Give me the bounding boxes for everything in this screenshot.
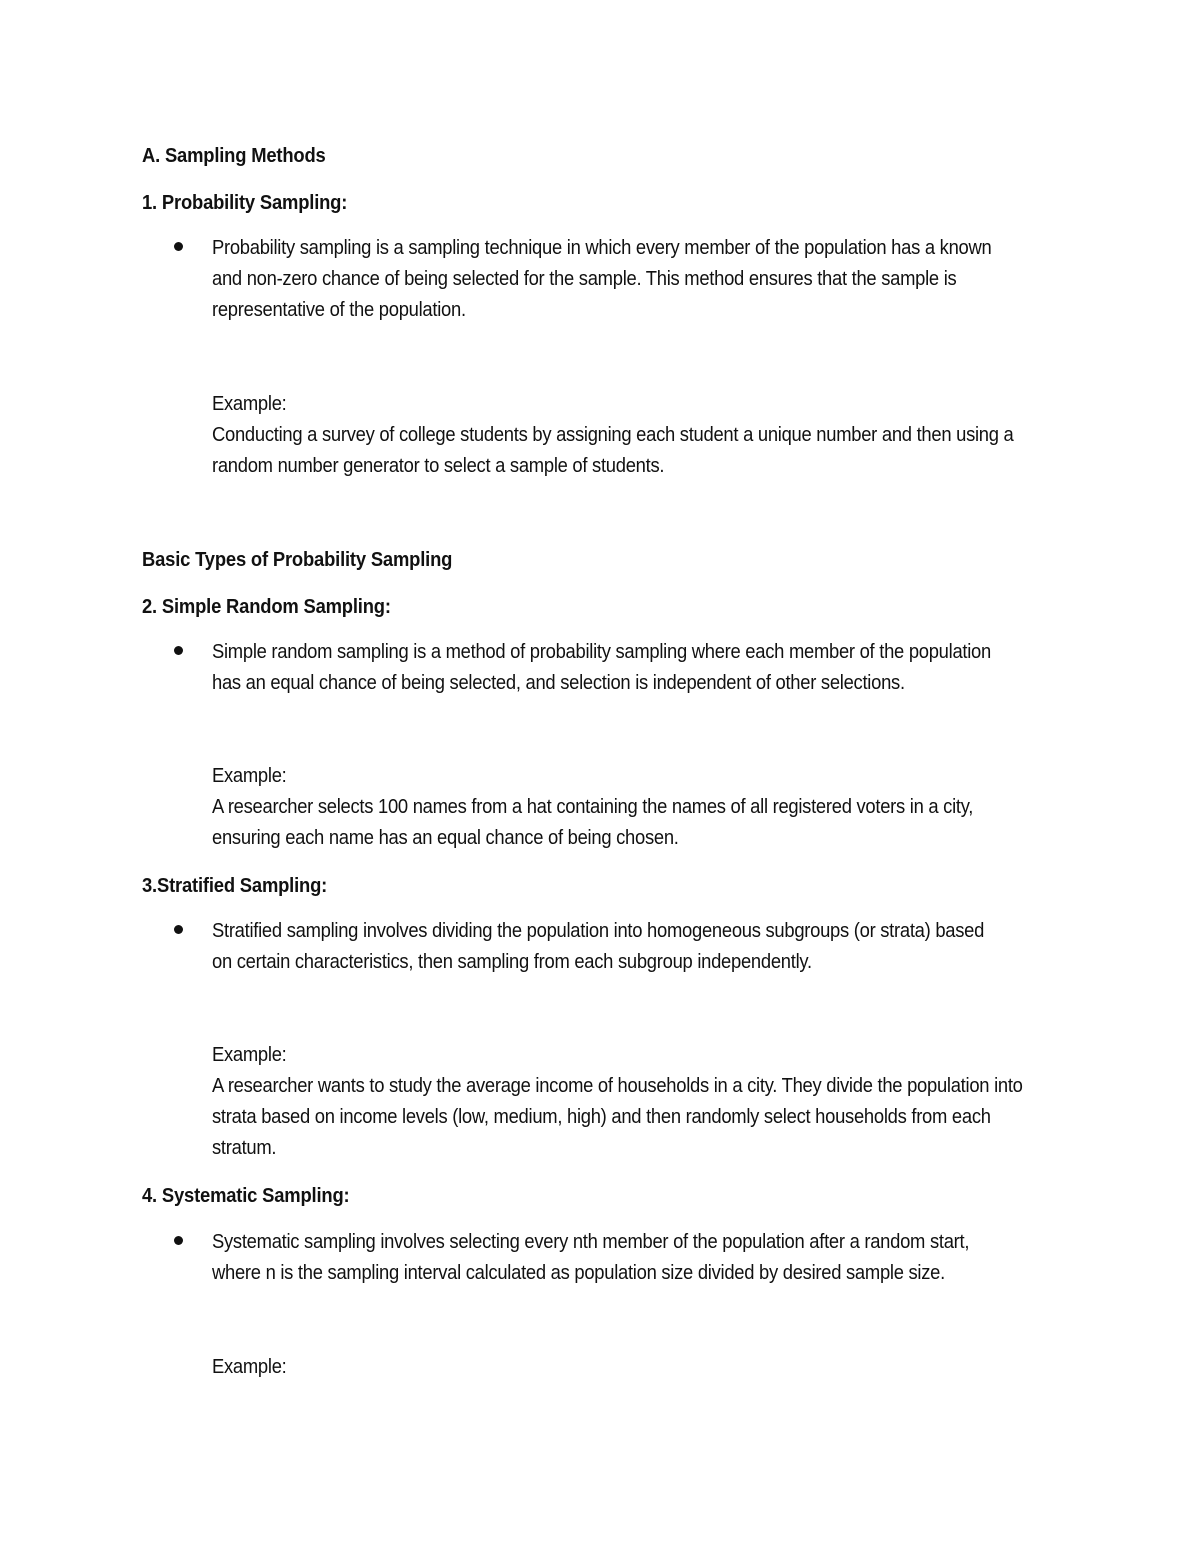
- systematic-sampling-example: [212, 1352, 1040, 1383]
- probability-sampling-heading: 1. Probability Sampling:: [142, 192, 348, 214]
- example-text: Conducting a survey of college students by assigning each student a unique number and then using a random number generator to select a sample of students.: [212, 424, 1014, 477]
- basic-types-heading: Basic Types of Probability Sampling: [142, 549, 453, 571]
- example-label: Example:: [212, 1044, 287, 1066]
- example-label: Example:: [212, 393, 287, 415]
- stratified-sampling-heading: 3.Stratified Sampling:: [142, 875, 328, 897]
- simple-random-sampling-heading: 2. Simple Random Sampling:: [142, 596, 391, 618]
- simple-random-sampling-definition: Simple random sampling is a method of probability sampling where each member of the population has an equal chance of being selected, and selection is independent of other selections.: [212, 641, 991, 694]
- stratified-sampling-definition: Stratified sampling involves dividing the population into homogeneous subgroups (or strata) based on certain characteristics, then sampling from each subgroup independently.: [212, 920, 985, 973]
- example-label: Example:: [212, 1356, 287, 1378]
- example-text: A researcher wants to study the average income of households in a city. They divide the population into strata based on income levels (low, medium, high) and then randomly select households from each stratum.: [212, 1075, 1023, 1159]
- section-a-title: A. Sampling Methods: [142, 145, 326, 167]
- simple-random-sampling-example: [212, 761, 1040, 854]
- example-label: Example:: [212, 765, 287, 787]
- bullet-dot-icon: [174, 925, 183, 934]
- systematic-sampling-heading: 4. Systematic Sampling:: [142, 1185, 350, 1207]
- systematic-sampling-definition: Systematic sampling involves selecting every nth member of the population after a random start, where n is the sampling interval calculated as population size divided by desired sample size.: [212, 1231, 970, 1284]
- bullet-dot-icon: [174, 1236, 183, 1245]
- bullet-dot-icon: [174, 242, 183, 251]
- probability-sampling-example: [212, 389, 1040, 482]
- stratified-sampling-example: [212, 1040, 1040, 1164]
- probability-sampling-definition: Probability sampling is a sampling technique in which every member of the population has a known and non-zero chance of being selected for the sample. This method ensures that the sample is representative of the population.: [212, 237, 992, 321]
- bullet-dot-icon: [174, 646, 183, 655]
- example-text: A researcher selects 100 names from a hat containing the names of all registered voters in a city, ensuring each name has an equal chance of being chosen.: [212, 796, 974, 849]
